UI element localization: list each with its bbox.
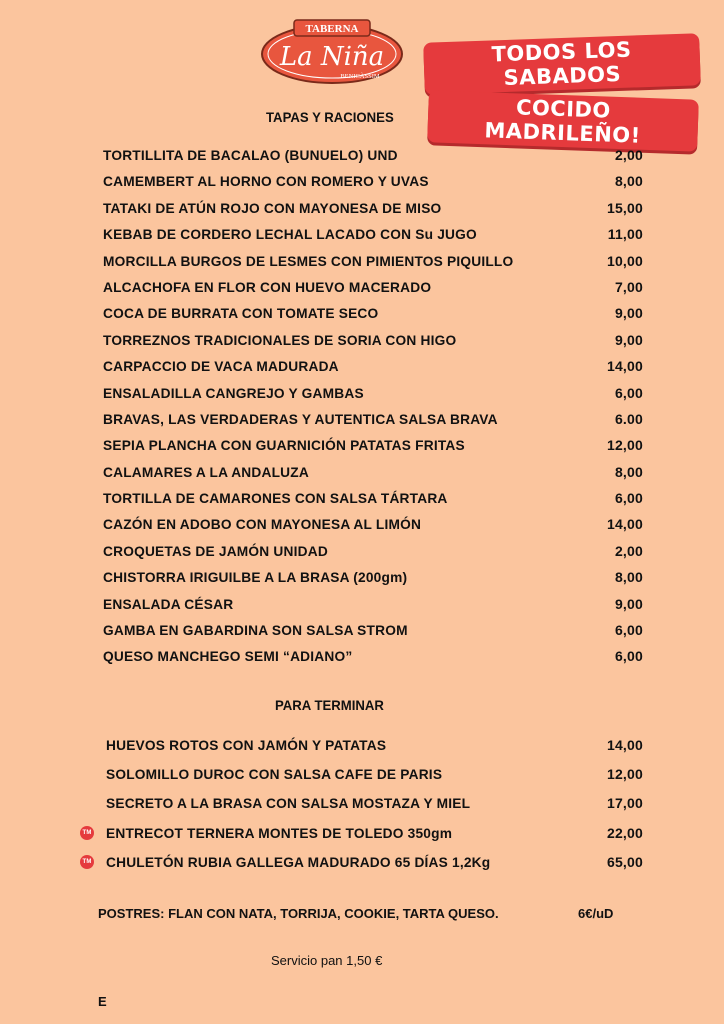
menu-item xyxy=(103,147,643,173)
tm-badge-icon: TM xyxy=(80,855,94,869)
menu-item-price: 22,00 xyxy=(606,824,643,841)
menu-item-price: 9,00 xyxy=(614,305,643,322)
menu-item-price: 6,00 xyxy=(614,490,643,507)
menu-item-name: HUEVOS ROTOS CON JAMÓN Y PATATAS xyxy=(106,737,387,753)
promo-line-2: COCIDO MADRILEÑO! xyxy=(427,90,699,151)
menu-item xyxy=(103,437,643,463)
menu-item-name: ENTRECOT TERNERA MONTES DE TOLEDO 350gm xyxy=(106,824,453,841)
menu-item-name: QUESO MANCHEGO SEMI “ADIANO” xyxy=(103,648,353,665)
logo-badge xyxy=(260,18,404,84)
menu-item xyxy=(103,648,643,674)
menu-item-price: 6,00 xyxy=(614,622,643,639)
menu-item-name: ALCACHOFA EN FLOR CON HUEVO MACERADO xyxy=(103,278,432,295)
menu-item xyxy=(82,853,643,883)
menu-item-name: TATAKI DE ATÚN ROJO CON MAYONESA DE MISO xyxy=(103,199,442,216)
menu-item-price: 11,00 xyxy=(607,226,643,243)
tm-badge-icon: TM xyxy=(80,826,94,840)
menu-item-price: 65,00 xyxy=(606,853,643,870)
menu-item xyxy=(103,543,643,569)
menu-item-price: 10,00 xyxy=(606,252,643,269)
menu-item xyxy=(103,737,643,766)
section-title-terminar: PARA TERMINAR xyxy=(275,697,384,713)
menu-item-name: COCA DE BURRATA CON TOMATE SECO xyxy=(103,305,379,322)
menu-item-price: 15,00 xyxy=(606,199,643,216)
menu-item-name: CARPACCIO DE VACA MADURADA xyxy=(103,358,339,375)
menu-item-name: TORTILLA DE CAMARONES CON SALSA TÁRTARA xyxy=(103,490,448,507)
menu-item-price: 2,00 xyxy=(614,147,643,163)
menu-item-name: CAZÓN EN ADOBO CON MAYONESA AL LIMÓN xyxy=(103,516,422,533)
menu-item-price: 2,00 xyxy=(614,542,643,559)
menu-item xyxy=(103,411,643,437)
terminar-list xyxy=(82,737,643,883)
menu-item-name: CHISTORRA IRIGUILBE A LA BRASA (200gm) xyxy=(103,569,408,586)
promo-line-1: TODOS LOS SABADOS xyxy=(423,33,701,95)
menu-item-name: BRAVAS, LAS VERDADERAS Y AUTENTICA SALSA BRAVA xyxy=(103,410,498,427)
menu-item-price: 9,00 xyxy=(614,331,643,348)
menu-item-price: 17,00 xyxy=(606,795,643,812)
menu-item xyxy=(103,358,643,384)
menu-item-name: MORCILLA BURGOS DE LESMES CON PIMIENTOS PIQUILLO xyxy=(103,252,514,269)
menu-item xyxy=(103,569,643,595)
postres-price: 6€/uD xyxy=(578,906,614,921)
menu-item-name: KEBAB DE CORDERO LECHAL LACADO CON Su JUGO xyxy=(103,226,477,243)
menu-item-price: 8,00 xyxy=(614,569,643,586)
postres-text: POSTRES: FLAN CON NATA, TORRIJA, COOKIE, TARTA QUESO. xyxy=(98,906,499,921)
menu-item-name: TORTILLITA DE BACALAO (BUNUELO) UND xyxy=(103,147,398,163)
menu-item-price: 6.00 xyxy=(614,410,643,427)
menu-item xyxy=(103,385,643,411)
menu-item-name: CALAMARES A LA ANDALUZA xyxy=(103,463,309,480)
section-title-tapas: TAPAS Y RACIONES xyxy=(266,109,394,125)
logo-top-text: TABERNA xyxy=(305,23,359,35)
menu-item xyxy=(103,766,643,795)
menu-item xyxy=(103,516,643,542)
logo-name: La Niña xyxy=(279,42,385,72)
menu-item-name: CROQUETAS DE JAMÓN UNIDAD xyxy=(103,542,328,559)
menu-item-name: TORREZNOS TRADICIONALES DE SORIA CON HIGO xyxy=(103,331,457,348)
menu-item xyxy=(103,226,643,252)
menu-item-name: ENSALADA CÉSAR xyxy=(103,595,234,612)
tapas-list xyxy=(103,147,643,675)
menu-item-name: ENSALADILLA CANGREJO Y GAMBAS xyxy=(103,384,364,401)
menu-item-price: 14,00 xyxy=(606,737,643,753)
menu-item-price: 9,00 xyxy=(614,595,643,612)
menu-item-name: SEPIA PLANCHA CON GUARNICIÓN PATATAS FRITAS xyxy=(103,437,465,454)
menu-item-name: CAMEMBERT AL HORNO CON ROMERO Y UVAS xyxy=(103,173,429,190)
menu-item xyxy=(82,824,643,854)
menu-item xyxy=(103,173,643,199)
menu-item xyxy=(103,279,643,305)
menu-item xyxy=(103,200,643,226)
menu-item xyxy=(103,490,643,516)
menu-item-price: 12,00 xyxy=(606,766,643,783)
menu-item-price: 14,00 xyxy=(606,358,643,375)
menu-item xyxy=(103,622,643,648)
footnote: E xyxy=(98,994,107,1009)
menu-item xyxy=(103,596,643,622)
menu-item xyxy=(103,795,643,824)
menu-item-price: 6,00 xyxy=(614,648,643,665)
promo-banner xyxy=(424,38,710,147)
menu-item-price: 6,00 xyxy=(614,384,643,401)
menu-item-price: 8,00 xyxy=(614,463,643,480)
menu-item-name: SOLOMILLO DUROC CON SALSA CAFE DE PARIS xyxy=(106,766,443,783)
restaurant-logo xyxy=(260,18,404,84)
menu-item-name: GAMBA EN GABARDINA SON SALSA STROM xyxy=(103,622,408,639)
menu-item xyxy=(103,253,643,279)
menu-item-price: 8,00 xyxy=(614,173,643,190)
menu-item-name: CHULETÓN RUBIA GALLEGA MADURADO 65 DÍAS 1,2Kg xyxy=(106,853,491,870)
menu-item xyxy=(103,464,643,490)
logo-bottom-text: BENICÀSSIM xyxy=(340,73,380,80)
menu-item xyxy=(103,332,643,358)
menu-item-price: 12,00 xyxy=(606,437,643,454)
menu-item-name: SECRETO A LA BRASA CON SALSA MOSTAZA Y MIEL xyxy=(106,795,471,812)
menu-item-price: 7,00 xyxy=(614,278,643,295)
menu-item-price: 14,00 xyxy=(606,516,643,533)
servicio-pan: Servicio pan 1,50 € xyxy=(271,953,383,968)
menu-item xyxy=(103,305,643,331)
